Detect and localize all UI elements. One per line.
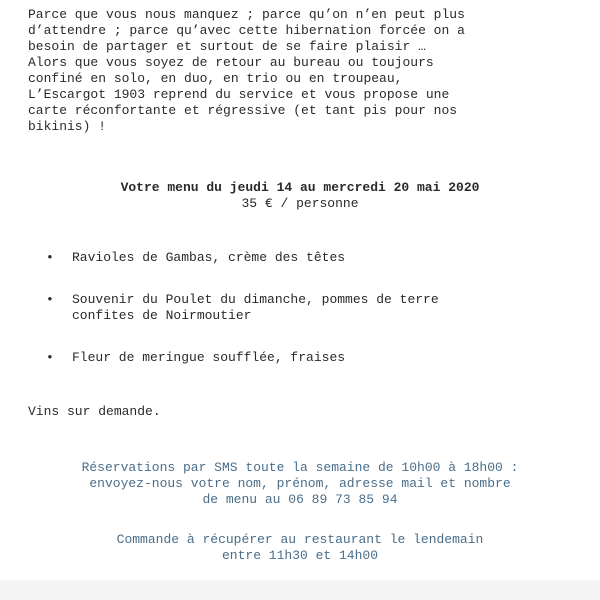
wines-note: Vins sur demande. bbox=[28, 404, 161, 419]
menu-item-dessert bbox=[46, 350, 546, 366]
intro-line: carte réconfortante et régressive (et tant pis pour nos bbox=[28, 103, 458, 118]
reservation-info bbox=[0, 460, 600, 508]
intro-line: L’Escargot 1903 reprend du service et vous propose une bbox=[28, 87, 450, 102]
pickup-line: Commande à récupérer au restaurant le lendemain bbox=[116, 532, 484, 547]
menu-item-text: Souvenir du Poulet du dimanche, pommes de terre bbox=[72, 292, 439, 307]
menu-item-starter bbox=[46, 250, 546, 266]
intro-line: besoin de partager et surtout de se faire plaisir … bbox=[28, 39, 426, 54]
reservation-line: Réservations par SMS toute la semaine de 10h00 à 18h00 : bbox=[81, 460, 519, 475]
bullet-icon: • bbox=[46, 292, 54, 307]
pickup-line: entre 11h30 et 14h00 bbox=[221, 548, 379, 563]
menu-item-text: Fleur de meringue soufflée, fraises bbox=[72, 350, 346, 365]
bullet-icon: • bbox=[46, 350, 54, 365]
menu-price: 35 € / personne bbox=[241, 196, 359, 211]
menu-item-text: Ravioles de Gambas, crème des têtes bbox=[72, 250, 346, 265]
menu-title: Votre menu du jeudi 14 au mercredi 20 mai 2020 bbox=[120, 180, 480, 195]
pickup-info bbox=[0, 532, 600, 564]
intro-line: confiné en solo, en duo, en trio ou en troupeau, bbox=[28, 71, 403, 86]
bullet-icon: • bbox=[46, 250, 54, 265]
menu-item-main bbox=[46, 292, 546, 324]
intro-line: bikinis) ! bbox=[28, 119, 107, 134]
reservation-line: de menu au 06 89 73 85 94 bbox=[202, 492, 398, 507]
menu-item-text: confites de Noirmoutier bbox=[72, 308, 252, 323]
intro-line: Alors que vous soyez de retour au bureau ou toujours bbox=[28, 55, 434, 70]
intro-line: d’attendre ; parce qu’avec cette hibernation forcée on a bbox=[28, 23, 465, 38]
intro-paragraph bbox=[28, 7, 542, 135]
intro-line: Parce que vous nous manquez ; parce qu’on n’en peut plus bbox=[28, 7, 465, 22]
reservation-line: envoyez-nous votre nom, prénom, adresse mail et nombre bbox=[89, 476, 511, 491]
